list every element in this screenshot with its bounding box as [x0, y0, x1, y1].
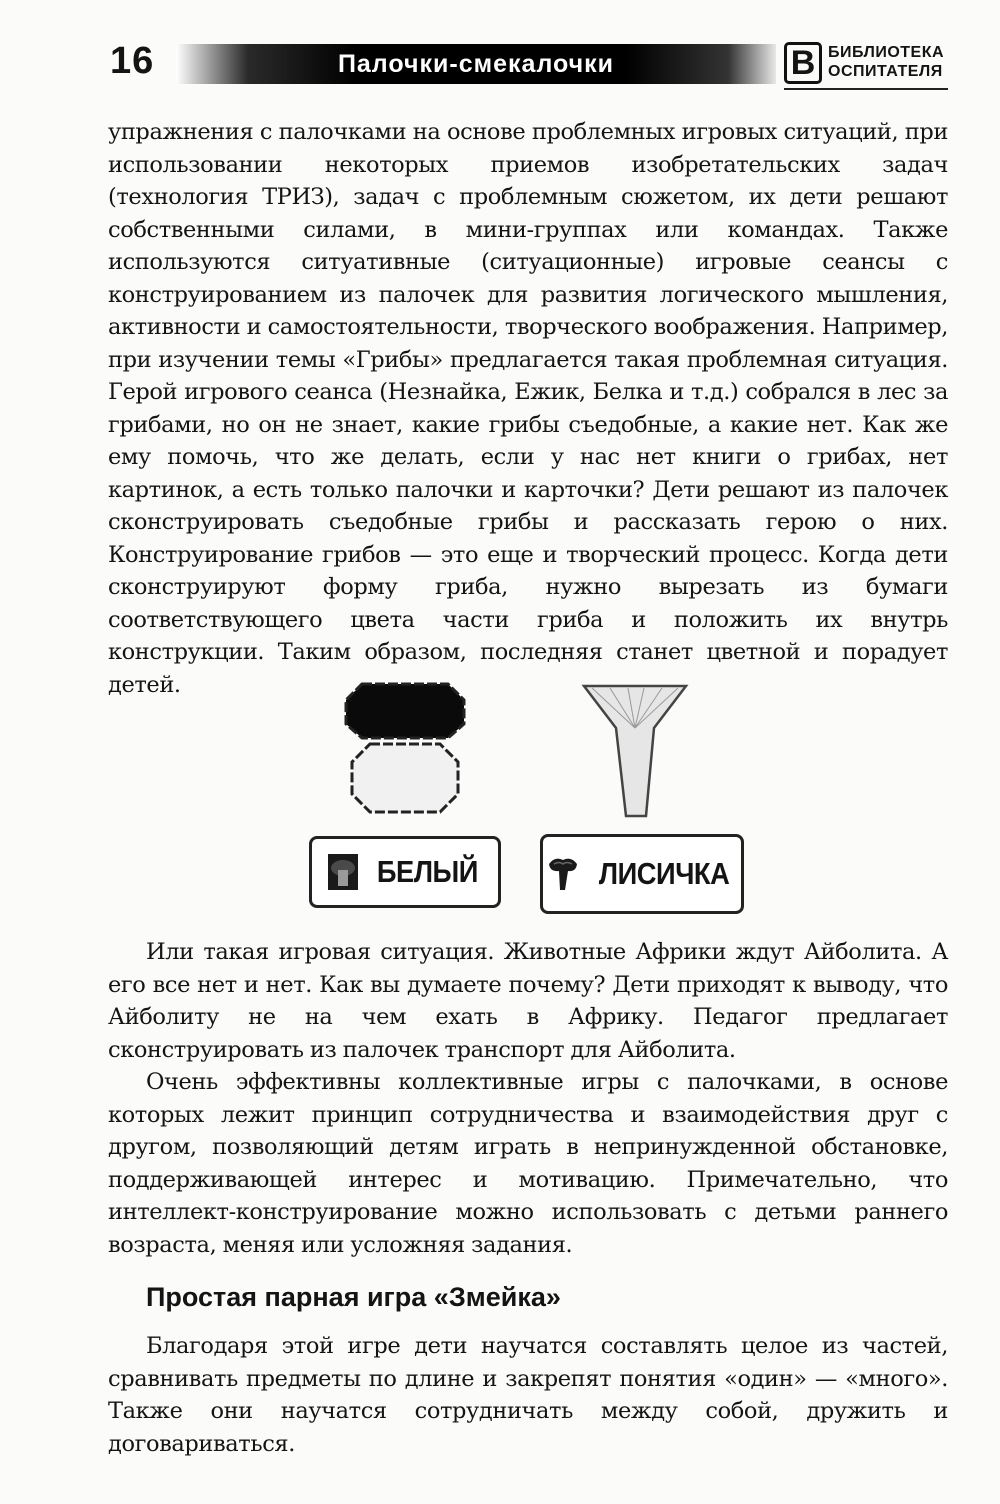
card-chanterelle [540, 834, 744, 914]
boletus-cap [346, 684, 464, 738]
section-heading: Простая парная игра «Змейка» [146, 1282, 561, 1312]
card-white-label: БЕЛЫЙ [376, 854, 478, 889]
chanterelle-body [584, 686, 686, 816]
chanterelle-stick-figure [580, 680, 690, 820]
running-title: Палочки-смекалочки [337, 49, 615, 78]
series-logo [784, 40, 948, 90]
boletus-mushroom-icon [326, 852, 360, 892]
page-number: 16 [110, 40, 155, 82]
series-logo-line1: БИБЛИОТЕКА [828, 44, 945, 61]
body-paragraph-3: Очень эффективны коллективные игры с палочками, в основе которых лежит принцип сотрудничества и взаимодействия друг с другом, позволяющий детям играть в непринужденной обстановке, поддерживающей интерес и мотивацию. Примечательно, что интеллект-конструирование можно использовать с детьми раннего возраста, меняя или усложняя задания. [108, 1069, 948, 1258]
boletus-stem [352, 744, 458, 812]
boletus-stick-figure [340, 680, 470, 820]
chanterelle-mushroom-icon [546, 854, 580, 894]
body-paragraph-1: упражнения с палочками на основе проблемных игровых ситуаций, при использовании некоторых приемов изобретательских задач (технология ТРИЗ), задач с проблемным сюжетом, их дети решают собственными силами, в мини-группах или командах. Также используются ситуативные (ситуационные) игровые сеансы с конструированием из палочек для развития логического мышления, активности и самостоятельности, творческого воображения. Например, при изучении темы «Грибы» предлагается такая проблемная ситуация. Герой игрового сеанса (Незнайка, Ежик, Белка и т.д.) собрался в лес за грибами, но он не знает, какие грибы съедобные, а какие нет. Как же ему помочь, что же делать, если у нас нет книги о грибах, нет картинок, а есть только палочки и карточки? Дети решают из палочек сконструировать съедобные грибы и рассказать герою о них. Конструирование грибов — это еще и творческий процесс. Когда дети сконструируют форму гриба, нужно вырезать из бумаги соответствующего цвета части гриба и положить их внутрь конструкции. Таким образом, последняя станет цветной и порадует детей. [108, 119, 948, 698]
series-logo-letter: В [784, 42, 822, 84]
card-white-mushroom [309, 836, 501, 908]
body-paragraph-2: Или такая игровая ситуация. Животные Африки ждут Айболита. А его все нет и нет. Как вы думаете почему? Дети приходят к выводу, что Айболиту не на чем ехать в Африку. Педагог предлагает сконструировать из палочек транспорт для Айболита. [108, 939, 948, 1063]
series-logo-line2: ОСПИТАТЕЛЯ [828, 63, 943, 80]
running-header-bar [176, 44, 776, 84]
card-chanterelle-label: ЛИСИЧКА [598, 856, 730, 891]
body-paragraph-4: Благодаря этой игре дети научатся составлять целое из частей, сравнивать предметы по длине и закрепят понятия «один» — «много». Также они научатся сотрудничать между собой, дружить и договариваться. [108, 1333, 948, 1457]
